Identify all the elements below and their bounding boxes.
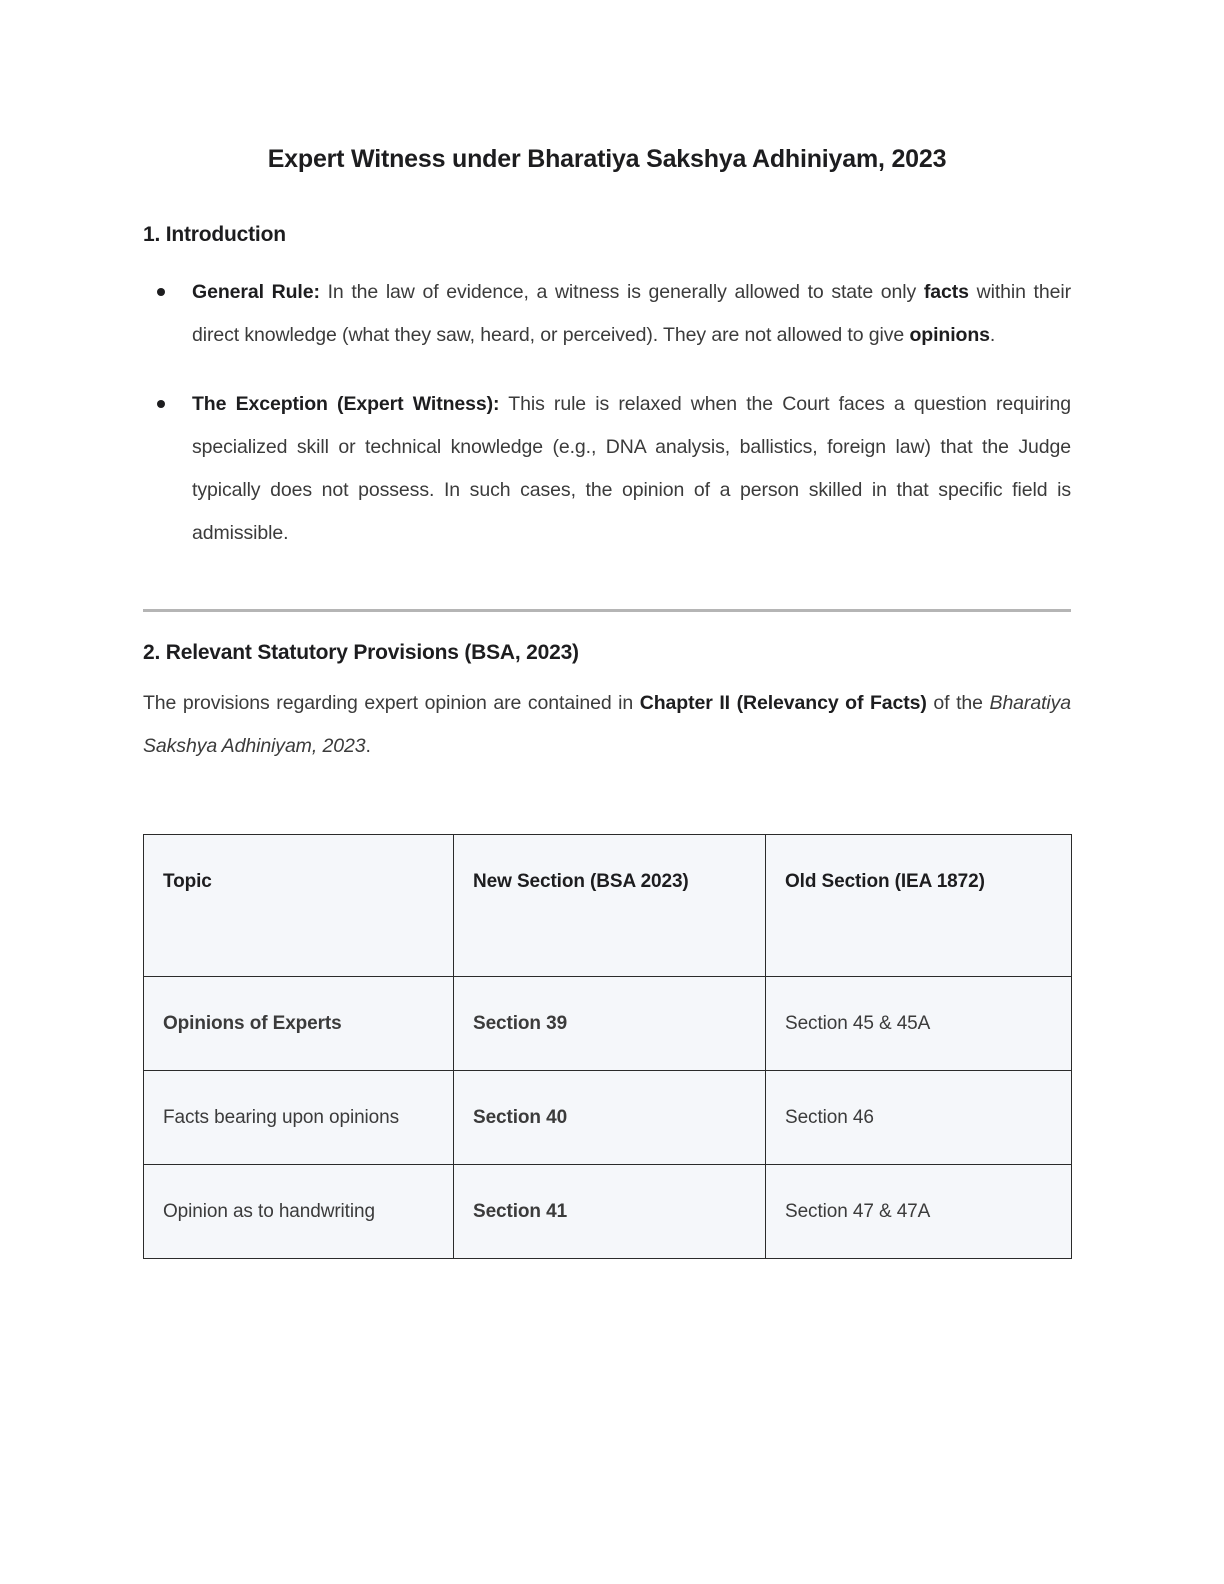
document-content [143, 0, 1071, 1259]
cell-old-section: Section 45 & 45A [766, 977, 1072, 1071]
cell-topic: Opinion as to handwriting [144, 1165, 454, 1259]
column-header-topic: Topic [144, 835, 454, 977]
cell-topic: Facts bearing upon opinions [144, 1071, 454, 1165]
paragraph-text: of the [926, 692, 990, 715]
cell-new-section: Section 39 [454, 977, 766, 1071]
table-row [144, 977, 1072, 1071]
column-header-old-section: Old Section (IEA 1872) [766, 835, 1072, 977]
page-title: Expert Witness under Bharatiya Sakshya Adhiniyam, 2023 [267, 145, 947, 173]
table-row [144, 1071, 1072, 1165]
section-heading-introduction: 1. Introduction [143, 222, 286, 246]
cell-old-section: Section 47 & 47A [766, 1165, 1072, 1259]
cell-new-section: Section 41 [454, 1165, 766, 1259]
bullet-text: . [989, 323, 996, 346]
table-row [144, 1165, 1072, 1259]
paragraph-text: The provisions regarding expert opinion are contained in [143, 692, 640, 715]
introduction-bullet-list [143, 271, 1071, 555]
bullet-text: In the law of evidence, a witness is generally allowed to state only [319, 280, 924, 303]
cell-topic: Opinions of Experts [144, 977, 454, 1071]
bullet-text: This rule is relaxed when the Court faces a question requiring specialized skill or technical knowledge (e.g., DNA analysis, ballistics, foreign law) that the Judge typically does not possess. In such cases, the opinion of a person skilled in that specific field is admissible. [192, 392, 1071, 544]
column-header-new-section: New Section (BSA 2023) [454, 835, 766, 977]
bullet-emphasis: facts [923, 280, 969, 303]
paragraph-text: . [365, 735, 371, 758]
sections-comparison-table [143, 834, 1072, 1259]
bullet-lead-label: General Rule: [192, 280, 320, 303]
cell-new-section: Section 40 [454, 1071, 766, 1165]
list-item [143, 271, 1071, 357]
bullet-lead-label: The Exception (Expert Witness): [192, 392, 500, 415]
statutory-paragraph [143, 667, 1071, 768]
paragraph-italic-act-name: Bharatiya Sakshya Adhiniyam, 2023 [143, 692, 1072, 758]
table-header-row [144, 835, 1072, 977]
sections-table-wrapper [143, 768, 1071, 1259]
cell-old-section: Section 46 [766, 1071, 1072, 1165]
bullet-text: within their direct knowledge (what they saw, heard, or perceived). They are not allowed to give [192, 280, 1071, 346]
bullet-emphasis: opinions [909, 323, 990, 346]
section-heading-statutory-provisions: 2. Relevant Statutory Provisions (BSA, 2023) [143, 640, 579, 664]
list-item [143, 383, 1071, 555]
paragraph-bold: Chapter II (Relevancy of Facts) [639, 692, 927, 715]
